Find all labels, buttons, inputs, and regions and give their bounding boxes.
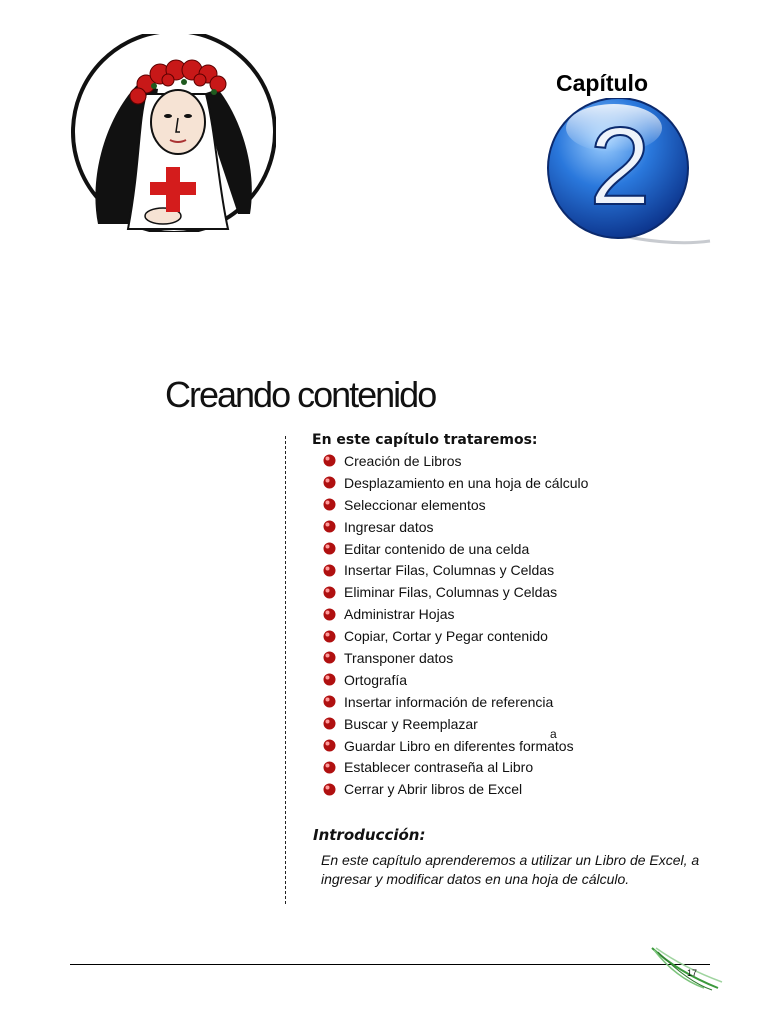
topics-heading: En este capítulo trataremos: (312, 432, 538, 448)
bullet-icon (322, 475, 337, 490)
topic-label: Insertar Filas, Columnas y Celdas (344, 562, 555, 579)
bullet-icon (322, 694, 337, 709)
topic-label: Establecer contraseña al Libro (344, 759, 534, 776)
topic-label: Administrar Hojas (344, 606, 455, 623)
list-item (322, 647, 588, 669)
introduction-heading: Introducción: (313, 826, 426, 844)
list-item (322, 559, 588, 581)
list-item (322, 603, 588, 625)
bullet-icon (322, 716, 337, 731)
list-item (322, 516, 588, 538)
topic-list (322, 450, 588, 800)
list-item (322, 494, 588, 516)
stray-mark: a (550, 727, 557, 741)
topic-label: Desplazamiento en una hoja de cálculo (344, 474, 589, 491)
topic-label: Transponer datos (344, 649, 454, 666)
chapter-number: 2 (589, 105, 651, 228)
list-item (322, 538, 588, 560)
list-item (322, 691, 588, 713)
bullet-icon (322, 782, 337, 797)
list-item (322, 472, 588, 494)
topic-label: Cerrar y Abrir libros de Excel (344, 781, 523, 798)
topic-label: Buscar y Reemplazar (344, 715, 478, 732)
list-item (322, 756, 588, 778)
topic-label: Ingresar datos (344, 518, 434, 535)
topic-label: Editar contenido de una celda (344, 540, 530, 557)
bullet-icon (322, 672, 337, 687)
chapter-number-badge (540, 98, 716, 248)
bullet-icon (322, 607, 337, 622)
nun-logo-image (68, 34, 276, 232)
list-item (322, 778, 588, 800)
list-item (322, 625, 588, 647)
topic-label: Ortografía (344, 671, 408, 688)
topic-label: Creación de Libros (344, 452, 462, 469)
topic-label: Eliminar Filas, Columnas y Celdas (344, 584, 558, 601)
leaf-decoration-icon (648, 944, 724, 992)
topic-label: Seleccionar elementos (344, 496, 486, 513)
bullet-icon (322, 563, 337, 578)
footer-rule (70, 964, 710, 965)
topic-label: Insertar información de referencia (344, 693, 554, 710)
bullet-icon (322, 738, 337, 753)
bullet-icon (322, 497, 337, 512)
bullet-icon (322, 453, 337, 468)
list-item (322, 735, 588, 757)
list-item (322, 581, 588, 603)
page-number: 17 (687, 968, 698, 978)
list-item (322, 669, 588, 691)
list-item (322, 450, 588, 472)
dashed-divider (285, 436, 286, 904)
introduction-text: En este capítulo aprenderemos a utilizar un Libro de Excel, a ingresar y modificar datos en una hoja de cálculo. (321, 852, 700, 887)
bullet-icon (322, 585, 337, 600)
bullet-icon (322, 650, 337, 665)
chapter-label: Capítulo (556, 70, 648, 96)
page-title: Creando contenido (165, 374, 436, 415)
topic-label: Guardar Libro en diferentes formatos (344, 737, 574, 754)
bullet-icon (322, 519, 337, 534)
topic-label: Copiar, Cortar y Pegar contenido (344, 628, 548, 645)
list-item (322, 713, 588, 735)
bullet-icon (322, 629, 337, 644)
bullet-icon (322, 541, 337, 556)
bullet-icon (322, 760, 337, 775)
